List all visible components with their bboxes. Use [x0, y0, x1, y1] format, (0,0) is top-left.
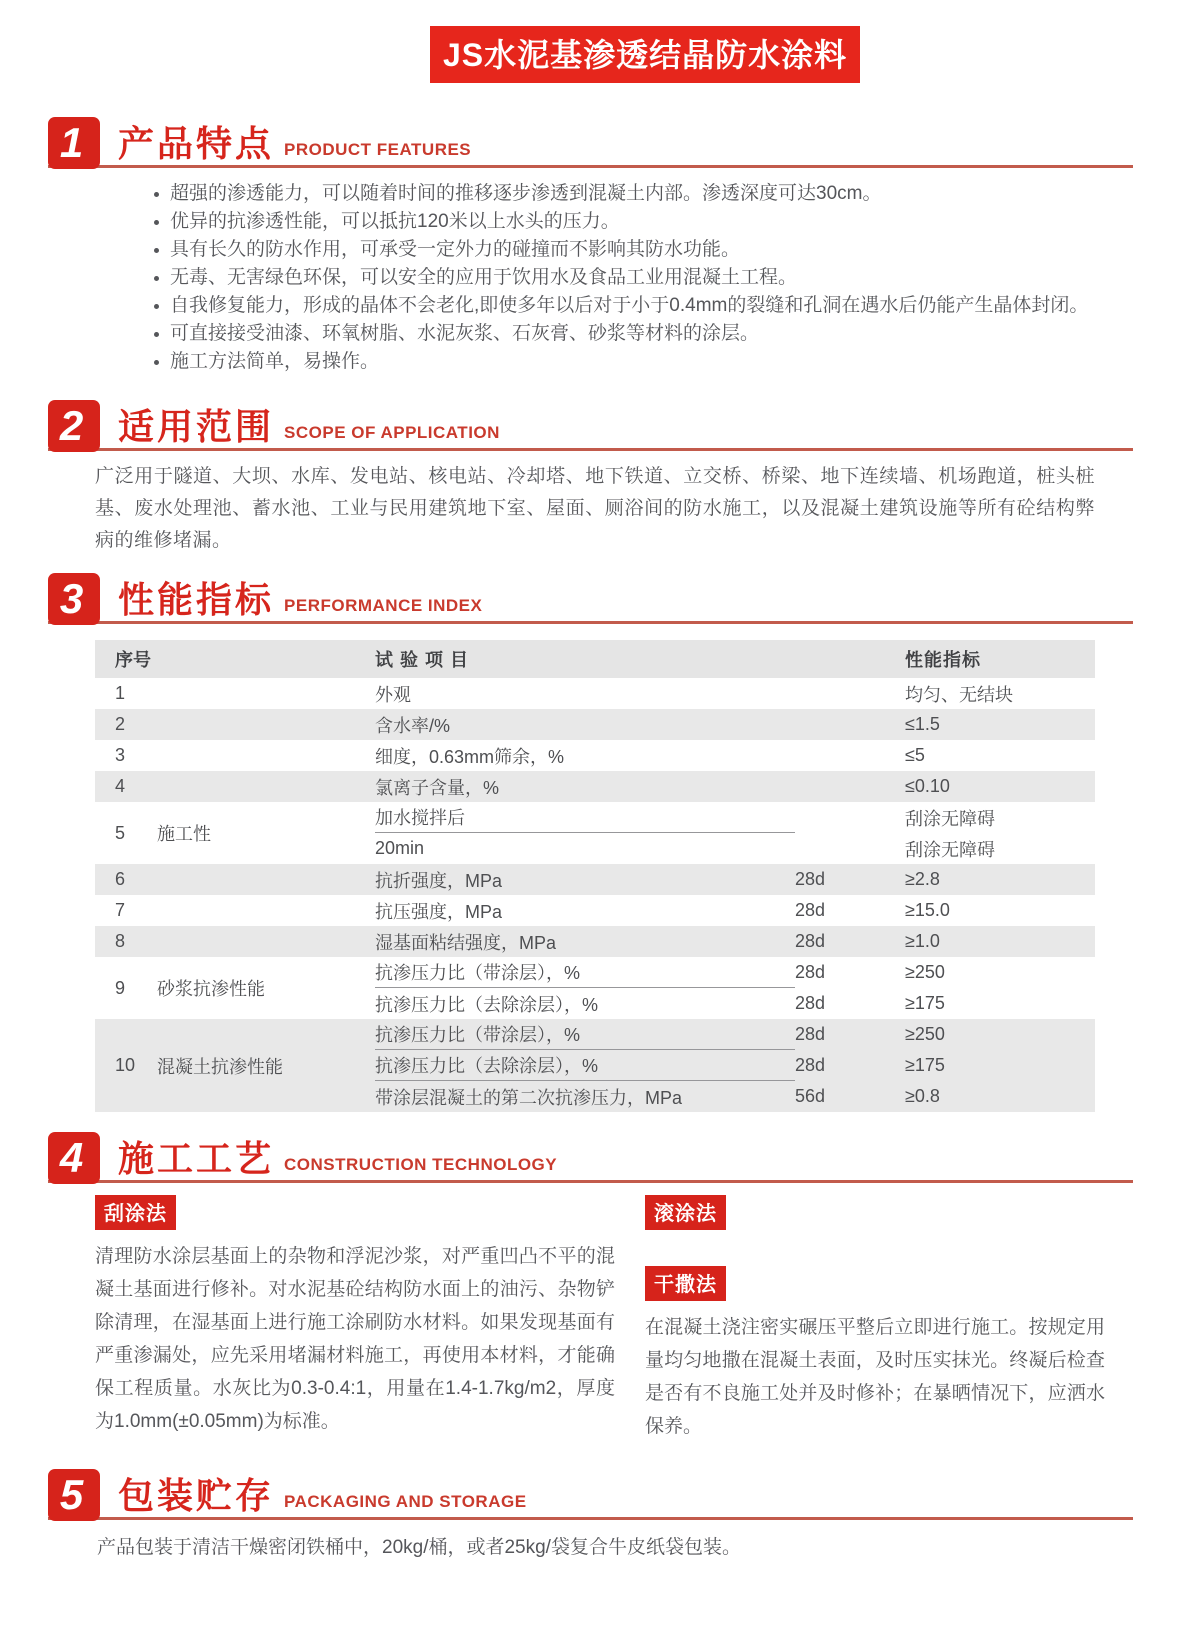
section-subtitle: PRODUCT FEATURES	[284, 140, 472, 159]
section-header-performance	[48, 573, 1133, 624]
scope-paragraph: 广泛用于隧道、大坝、水库、发电站、核电站、冷却塔、地下铁道、立交桥、桥梁、地下连续墙、机场跑道，桩头桩基、废水处理池、蓄水池、工业与民用建筑地下室、屋面、厕浴间的防水施工，以及混凝土建筑设施等所有砼结构弊病的维修堵漏。	[95, 466, 1095, 551]
row-group-label	[157, 864, 375, 895]
row-items	[375, 678, 1095, 709]
section-header-packaging	[48, 1469, 1133, 1520]
construction-methods	[95, 1195, 1105, 1443]
performance-table-row	[95, 802, 1095, 864]
row-number: 3	[115, 745, 126, 765]
method-tag-scrape-coating: 刮涂法	[95, 1195, 176, 1230]
test-item-name: 湿基面粘结强度，MPa	[375, 932, 557, 953]
row-subitem	[375, 895, 1095, 926]
feature-item: 可直接接受油漆、环氧树脂、水泥灰浆、石灰膏、砂浆等材料的涂层。	[151, 320, 1085, 348]
row-items	[375, 1019, 1095, 1112]
section-header-features	[48, 117, 1133, 168]
row-number: 6	[115, 869, 126, 889]
row-subitem	[375, 1081, 1095, 1112]
row-items	[375, 864, 1095, 895]
row-subitem	[375, 1050, 1095, 1081]
test-item-name: 外观	[375, 684, 411, 705]
row-subitem	[375, 864, 1095, 895]
test-item-name: 含水率/%	[375, 715, 451, 736]
performance-table-row	[95, 740, 1095, 771]
test-age	[795, 833, 905, 864]
header-age	[795, 640, 905, 678]
method-column-left	[95, 1195, 615, 1443]
row-subitem	[375, 833, 1095, 864]
section-header-construction	[48, 1132, 1133, 1183]
feature-item: 优异的抗渗透性能，可以抵抗120米以上水头的压力。	[151, 208, 1085, 236]
row-items	[375, 771, 1095, 802]
section-construction	[48, 1132, 1133, 1183]
performance-index-value: 刮涂无障碍	[905, 808, 995, 829]
test-age	[795, 771, 905, 802]
test-age	[795, 740, 905, 771]
test-age: 56d	[795, 1086, 826, 1106]
performance-index-value: ≥250	[905, 1024, 945, 1044]
section-title: 适用范围	[118, 406, 275, 447]
test-item-name: 带涂层混凝土的第二次抗渗压力，MPa	[375, 1087, 683, 1108]
row-group-label: 混凝土抗渗性能	[157, 1056, 283, 1077]
section-number-badge: 4	[48, 1132, 100, 1184]
row-subitem	[375, 709, 1095, 740]
performance-index-value: 均匀、无结块	[905, 684, 1013, 705]
row-items	[375, 957, 1095, 1019]
row-group-label	[157, 771, 375, 802]
row-group-label: 砂浆抗渗性能	[157, 979, 265, 999]
section-packaging	[48, 1469, 1133, 1520]
feature-item: 具有长久的防水作用，可承受一定外力的碰撞而不影响其防水功能。	[151, 236, 1085, 264]
performance-table	[95, 640, 1095, 1112]
test-age: 28d	[795, 900, 826, 920]
test-age	[795, 802, 905, 833]
row-subitem	[375, 926, 1095, 957]
feature-item: 超强的渗透能力，可以随着时间的推移逐步渗透到混凝土内部。渗透深度可达30cm。	[151, 180, 1085, 208]
performance-index-value: ≤5	[905, 745, 925, 765]
feature-item: 无毒、无害绿色环保，可以安全的应用于饮用水及食品工业用混凝土工程。	[151, 264, 1085, 292]
section-title: 包装贮存	[118, 1475, 275, 1516]
section-scope	[48, 400, 1133, 451]
section-subtitle: PERFORMANCE INDEX	[284, 596, 483, 615]
row-number: 8	[115, 931, 126, 951]
feature-item: 自我修复能力，形成的晶体不会老化,即使多年以后对于小于0.4mm的裂缝和孔洞在遇水后仍能产生晶体封闭。	[151, 292, 1085, 320]
performance-table-row	[95, 678, 1095, 709]
performance-index-value: ≥1.0	[905, 931, 940, 951]
section-number-badge: 1	[48, 117, 100, 169]
header-no: 序号	[115, 650, 151, 670]
row-subitem	[375, 957, 1095, 988]
test-age	[795, 709, 905, 740]
row-items	[375, 709, 1095, 740]
row-subitem	[375, 740, 1095, 771]
test-item-name: 加水搅拌后	[375, 802, 795, 833]
section-performance	[48, 573, 1133, 624]
row-subitem	[375, 771, 1095, 802]
packaging-paragraph: 产品包装于清洁干燥密闭铁桶中，20kg/桶，或者25kg/袋复合牛皮纸袋包装。	[97, 1537, 741, 1558]
performance-table-row	[95, 957, 1095, 1019]
row-subitem	[375, 988, 1095, 1019]
performance-index-value: ≥250	[905, 962, 945, 982]
test-item-name: 细度，0.63mm筛余，%	[375, 746, 565, 767]
header-test-item: 试验项目	[375, 650, 475, 670]
feature-item: 施工方法简单，易操作。	[151, 348, 1085, 376]
method-tag-dry-sprinkle: 干撒法	[645, 1266, 726, 1301]
test-age: 28d	[795, 1055, 826, 1075]
row-number: 10	[115, 1055, 136, 1075]
row-group-label	[157, 678, 375, 709]
performance-table-row	[95, 1019, 1095, 1112]
test-age: 28d	[795, 931, 826, 951]
performance-index-value: ≥15.0	[905, 900, 950, 920]
test-item-name: 抗折强度，MPa	[375, 870, 503, 891]
method-tag-row	[95, 1195, 615, 1230]
section-number-badge: 5	[48, 1469, 100, 1521]
section-subtitle: SCOPE OF APPLICATION	[284, 423, 500, 442]
section-title: 产品特点	[118, 123, 275, 164]
row-number: 5	[115, 822, 126, 843]
header-items	[375, 640, 1095, 678]
performance-index-value: 刮涂无障碍	[905, 839, 995, 860]
section-title: 施工工艺	[118, 1138, 275, 1179]
method-tag-roller-coating: 滚涂法	[645, 1195, 726, 1230]
row-group-label	[157, 709, 375, 740]
row-number: 1	[115, 683, 126, 703]
row-items	[375, 740, 1095, 771]
performance-table-row	[95, 864, 1095, 895]
row-subitem	[375, 1019, 1095, 1050]
row-items	[375, 926, 1095, 957]
section-title: 性能指标	[118, 579, 275, 620]
test-item-name: 抗渗压力比（带涂层），%	[375, 1019, 795, 1050]
performance-table-row	[95, 926, 1095, 957]
test-age	[795, 678, 905, 709]
row-group-label	[157, 895, 375, 926]
section-features	[48, 117, 1133, 376]
row-items	[375, 895, 1095, 926]
performance-index-value: ≥2.8	[905, 869, 940, 889]
test-item-name: 抗压强度，MPa	[375, 901, 503, 922]
method-tag-row	[645, 1266, 1105, 1301]
performance-table-row	[95, 895, 1095, 926]
row-group-label	[157, 926, 375, 957]
page-title: JS水泥基渗透结晶防水涂料	[430, 26, 860, 83]
test-item-name: 氯离子含量，%	[375, 777, 500, 798]
section-subtitle: CONSTRUCTION TECHNOLOGY	[284, 1155, 558, 1174]
method-text-scrape-coating: 清理防水涂层基面上的杂物和浮泥沙浆，对严重凹凸不平的混凝土基面进行修补。对水泥基砼结构防水面上的油污、杂物铲除清理，在湿基面上进行施工涂刷防水材料。如果发现基面有严重渗漏处，应先采用堵漏材料施工，再使用本材料，才能确保工程质量。水灰比为0.3-0.4:1，用量在1.4-1.7kg/m2，厚度为1.0mm(±0.05mm)为标准。	[95, 1246, 615, 1432]
test-item-name: 抗渗压力比（去除涂层），%	[375, 994, 599, 1015]
section-number-badge: 2	[48, 400, 100, 452]
performance-table-row	[95, 771, 1095, 802]
row-number: 2	[115, 714, 126, 734]
row-number: 7	[115, 900, 126, 920]
header-index: 性能指标	[905, 650, 981, 670]
header-group-spacer	[157, 640, 375, 678]
section-number-badge: 3	[48, 573, 100, 625]
row-group-label	[157, 740, 375, 771]
test-age: 28d	[795, 869, 826, 889]
performance-index-value: ≥175	[905, 1055, 945, 1075]
row-number: 4	[115, 776, 126, 796]
test-item-name: 20min	[375, 838, 425, 858]
row-subitem	[375, 678, 1095, 709]
performance-index-value: ≤1.5	[905, 714, 940, 734]
test-age: 28d	[795, 1024, 826, 1044]
performance-table-header	[95, 640, 1095, 678]
performance-index-value: ≥175	[905, 993, 945, 1013]
performance-index-value: ≤0.10	[905, 776, 950, 796]
method-tag-row	[645, 1195, 1105, 1230]
section-header-scope	[48, 400, 1133, 451]
performance-table-body	[95, 678, 1095, 1112]
row-items	[375, 802, 1095, 864]
feature-list	[151, 180, 1089, 376]
method-column-right	[645, 1195, 1105, 1443]
row-subitem	[375, 802, 1095, 833]
test-item-name: 抗渗压力比（去除涂层），%	[375, 1050, 795, 1081]
test-item-name: 抗渗压力比（带涂层），%	[375, 957, 795, 988]
section-subtitle: PACKAGING AND STORAGE	[284, 1492, 527, 1511]
test-age: 28d	[795, 962, 826, 982]
test-age: 28d	[795, 993, 826, 1013]
row-group-label: 施工性	[157, 824, 211, 844]
row-number: 9	[115, 977, 126, 998]
performance-index-value: ≥0.8	[905, 1086, 940, 1106]
performance-table-row	[95, 709, 1095, 740]
method-text-dry-sprinkle: 在混凝土浇注密实碾压平整后立即进行施工。按规定用量均匀地撒在混凝土表面，及时压实抹光。终凝后检查是否有不良施工处并及时修补；在暴晒情况下，应洒水保养。	[645, 1317, 1105, 1437]
